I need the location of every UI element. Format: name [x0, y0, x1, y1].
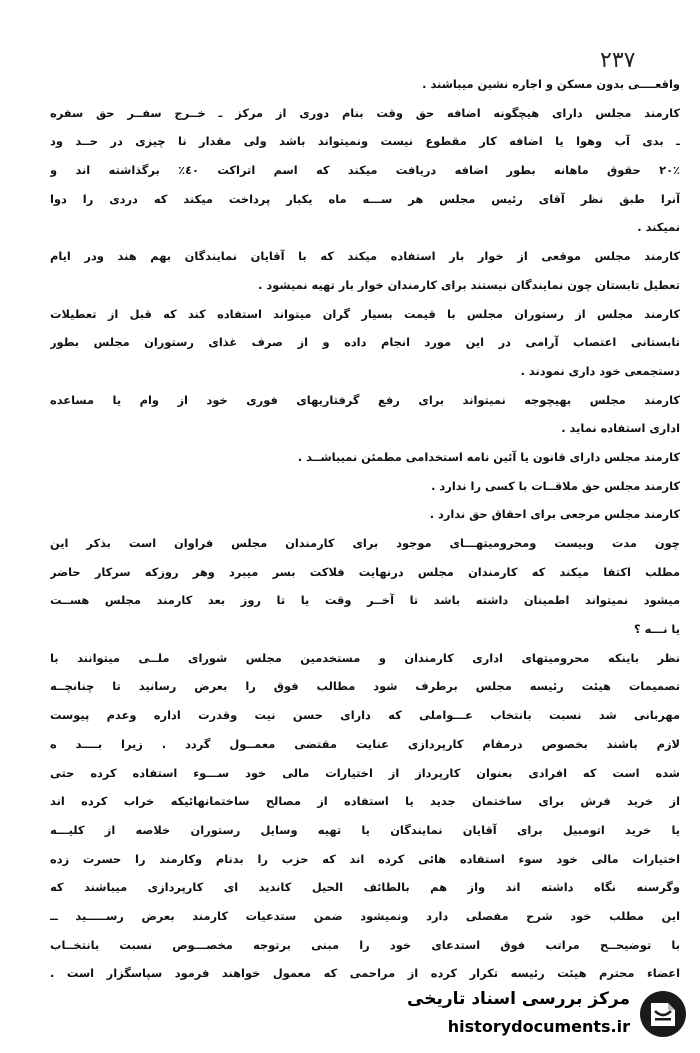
text-line: شده است که افرادی بعنوان کارپرداز از اختیارات مالی خود ســـوء استفاده کرده حتی [50, 765, 680, 780]
text-line: کارمند مجلس از رستوران مجلس با قیمت بسیار گران میتواند استفاده کند که قبل از تعطیلات [50, 306, 680, 321]
text-line: تصمیمات هیئت رئیسه مجلس برطرف شود مطالب فوق را بعرض رسانید تا چنانچــه [50, 679, 680, 694]
watermark-url[interactable]: historydocuments.ir [447, 1017, 630, 1036]
page-number: ۲۳۷ [600, 48, 636, 73]
document-body [50, 70, 680, 988]
text-line: مهربانی شد نسبت بانتخاب عـــواملی که دارای حسن نیت وقدرت اداره وعدم پیوست [50, 708, 680, 723]
text-line: نظر باینکه محرومیتهای اداری کارمندان و مستخدمین مجلس شورای ملــی میتوانند با [50, 650, 680, 665]
text-line: کارمند مجلس دارای هیچگونه اضافه حق وقت بنام دوری از مرکز ـ خــرج سفــر حق سفره [50, 105, 680, 120]
text-line: کارمند مجلس مرجعی برای احقاق حق ندارد . [429, 507, 680, 522]
text-line: لازم باشند بخصوص درمقام کارپردازی عنایت مقتضی معمــول گردد . زیرا بــــد ه [50, 736, 680, 751]
text-line: کارمند مجلس حق ملاقــات با کسی را ندارد . [431, 478, 680, 493]
text-line: اختیارات مالی خود سوء استفاده هائی کرده اند که حزب را بدنام وکارمند را حسرت زده [50, 851, 680, 866]
text-line: وگرسنه نگاه داشته اند واز هم بالطائف الحیل کاندید ای کارپردازی میباشند که [50, 880, 680, 895]
archive-logo-icon [638, 989, 688, 1039]
text-line: واقعــــی بدون مسکن و اجاره نشین میباشند . [422, 77, 680, 91]
text-line: اداری استفاده نماید . [561, 421, 680, 436]
text-line: مطلب اکتفا میکند که کارمندان مجلس درنهایت فلاکت بسر میبرد وهر روزکه سرکار حاضر [50, 564, 680, 579]
text-line: تابستانی اعتصاب آرامی در این مورد انجام داده و از صرف غذای رستوران مجلس بطور [50, 335, 680, 350]
text-line: کارمند مجلس بهیچوجه نمیتواند برای رفع گرفتاریهای فوری خود از وام یا مساعده [50, 392, 680, 407]
text-line: این مطلب خود شرح مفصلی دارد ونمیشود ضمن ستدعیات کارمند بعرض رســـــید ــ [50, 908, 680, 923]
text-line: اعضاء محترم هیئت رئیسه تکرار کرده از مراحمی که معمول خواهند فرمود سپاسگزار است . [50, 966, 680, 981]
text-line: یا خرید اتومبیل برای آقایان نمایندگان یا تهیه وسایل رستوران خلاصه از کلیـــه [50, 822, 680, 837]
text-line: تعطیل تابستان چون نمایندگان نیستند برای کارمندان خوار بار تهیه نمیشود . [258, 277, 680, 292]
watermark [404, 985, 694, 1047]
watermark-title: مرکز بررسی اسناد تاریخی [407, 989, 630, 1009]
text-line: ـ بدی آب وهوا یا اضافه کار مقطوع نیست ونمیتواند باشد ولی مقدار نا چیزی در حــد ود [50, 134, 680, 149]
text-line: یا نـــه ؟ [634, 622, 680, 637]
text-line: چون مدت وبیست ومحرومیتهـــای موجود برای کارمندان مجلس فراوان است بذکر این [50, 536, 680, 550]
text-line: میشود نمیتواند اطمینان داشته باشد تا آخــر وقت یا تا روز بعد کارمند مجلس هســت [50, 593, 680, 608]
text-line: نمیکند . [637, 220, 680, 235]
text-line: با توضیحــح مراتب فوق استدعای خود را مبنی برتوجه مخصـــوص نسبت بانتخــاب [50, 937, 680, 952]
text-line: کارمند مجلس دارای قانون یا آئین نامه استخدامی مطمئن نمیباشــد . [297, 449, 680, 464]
text-line: ۲۰٪ حقوق ماهانه بطور اضافه دریافت میکند که اسم اتراکت ٤٠٪ برگذاشته اند و [50, 163, 680, 178]
text-line: کارمند مجلس موقعی از خوار بار استفاده میکند که با آقایان نمایندگان بهم هند ودر ایام [50, 249, 680, 264]
text-line: از خرید فرش برای ساختمان جدید یا استفاده از مصالح ساختمانهائیکه خراب کرده اند [50, 794, 680, 809]
text-line: دستجمعی خود داری نمودند . [520, 363, 680, 378]
text-line: آنرا طبق نظر آقای رئیس مجلس هر ســـه ماه یکبار پرداخت میکند که دردی را دوا [50, 191, 680, 206]
